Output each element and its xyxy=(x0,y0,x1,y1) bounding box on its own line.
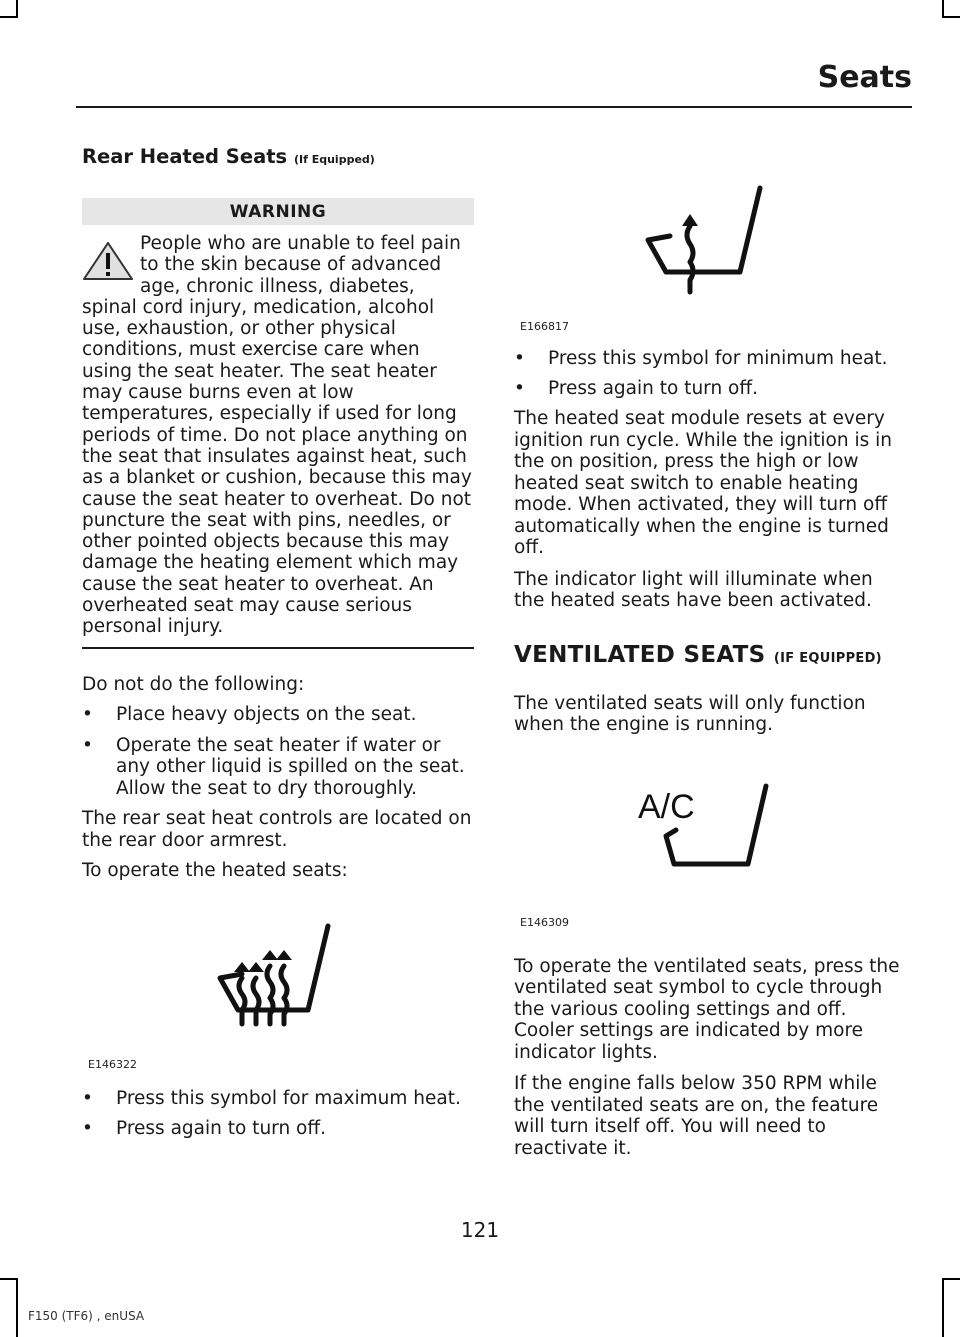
section-title: VENTILATED SEATS xyxy=(514,641,766,668)
paragraph: Do not do the following: xyxy=(82,673,305,695)
list-item: • Press this symbol for maximum heat. xyxy=(82,1088,474,1110)
document-id: F150 (TF6) , enUSA xyxy=(28,1309,145,1323)
section-title: Rear Heated Seats xyxy=(82,145,288,168)
list-item: • Press again to turn off. xyxy=(514,378,908,400)
crop-mark xyxy=(944,1278,960,1280)
crop-mark xyxy=(16,1278,18,1337)
ac-label: A/C xyxy=(638,787,695,826)
crop-mark xyxy=(16,0,18,18)
ventilated-seat-ac-icon xyxy=(638,780,778,880)
section-note: (IF EQUIPPED) xyxy=(773,650,882,666)
paragraph: To operate the ventilated seats, press the ventilated seat symbol to cycle through the various cooling settings and off. Cooler settings are indicated by more indicator lights. xyxy=(514,955,900,1063)
warning-label: WARNING xyxy=(82,198,474,225)
figure-ventilated-seat xyxy=(514,736,908,944)
section-heading-ventilated-seats xyxy=(514,642,908,668)
paragraph: If the engine falls below 350 RPM while the ventilated seats are on, the feature will turn itself off. You will need to reactivate it. xyxy=(514,1073,879,1159)
crop-mark xyxy=(942,0,944,18)
warning-text: People who are unable to feel pain to the skin because of advanced age, chronic illness, diabetes, spinal cord injury, medication, alcohol use, exhaustion, or other physical conditions, must exercise care when using the seat heater. The seat heater may cause burns even at low temperatures, especially if used for long periods of time. Do not place anything on the seat that insulates against heat, such as a blanket or cushion, because this may cause the seat heater to overheat. Do not puncture the seat with pins, needles, or other pointed objects because this may damage the heating element which may cause the seat heater to overheat. An overheated seat may cause serious personal injury. xyxy=(82,233,472,638)
paragraph: The rear seat heat controls are located on the rear door armrest. xyxy=(82,808,472,851)
page-header-title: Seats xyxy=(817,60,912,95)
figure-heated-seat-max xyxy=(82,882,474,1080)
crop-mark xyxy=(0,16,16,18)
bullet-list xyxy=(82,704,474,799)
list-item: • Place heavy objects on the seat. xyxy=(82,704,474,726)
paragraph: To operate the heated seats: xyxy=(82,860,348,882)
heated-seat-low-icon xyxy=(642,182,772,296)
warning-box xyxy=(82,233,474,638)
paragraph: The heated seat module resets at every ignition run cycle. While the ignition is in the on position, press the high or low heated seat switch to enable heating mode. When activated, they will turn off automatically when the engine is turned off. xyxy=(514,408,892,558)
crop-mark xyxy=(942,1278,944,1337)
section-note: (If Equipped) xyxy=(293,153,375,166)
crop-mark xyxy=(944,16,960,18)
paragraph: The ventilated seats will only function when the engine is running. xyxy=(514,692,866,735)
header-divider xyxy=(76,106,912,108)
crop-mark xyxy=(0,1278,16,1280)
list-item: • Press this symbol for minimum heat. xyxy=(514,348,908,370)
paragraph: The indicator light will illuminate when the heated seats have been activated. xyxy=(514,568,873,611)
heated-seat-high-icon xyxy=(212,920,342,1030)
bullet-list xyxy=(514,348,908,399)
warning-divider xyxy=(82,647,474,649)
figure-code: E146309 xyxy=(520,915,569,929)
warning-triangle-icon xyxy=(82,241,134,281)
figure-code: E166817 xyxy=(520,320,569,333)
bullet-list xyxy=(82,1088,474,1140)
figure-heated-seat-min xyxy=(514,160,908,340)
figure-code: E146322 xyxy=(88,1057,137,1071)
page-number: 121 xyxy=(460,1218,500,1242)
list-item: • Press again to turn off. xyxy=(82,1118,474,1140)
list-item: • Operate the seat heater if water or any other liquid is spilled on the seat. Allow the seat to dry thoroughly. xyxy=(82,735,474,800)
section-heading-rear-heated-seats xyxy=(82,145,474,168)
left-column xyxy=(82,145,474,1140)
right-column xyxy=(514,160,908,1159)
